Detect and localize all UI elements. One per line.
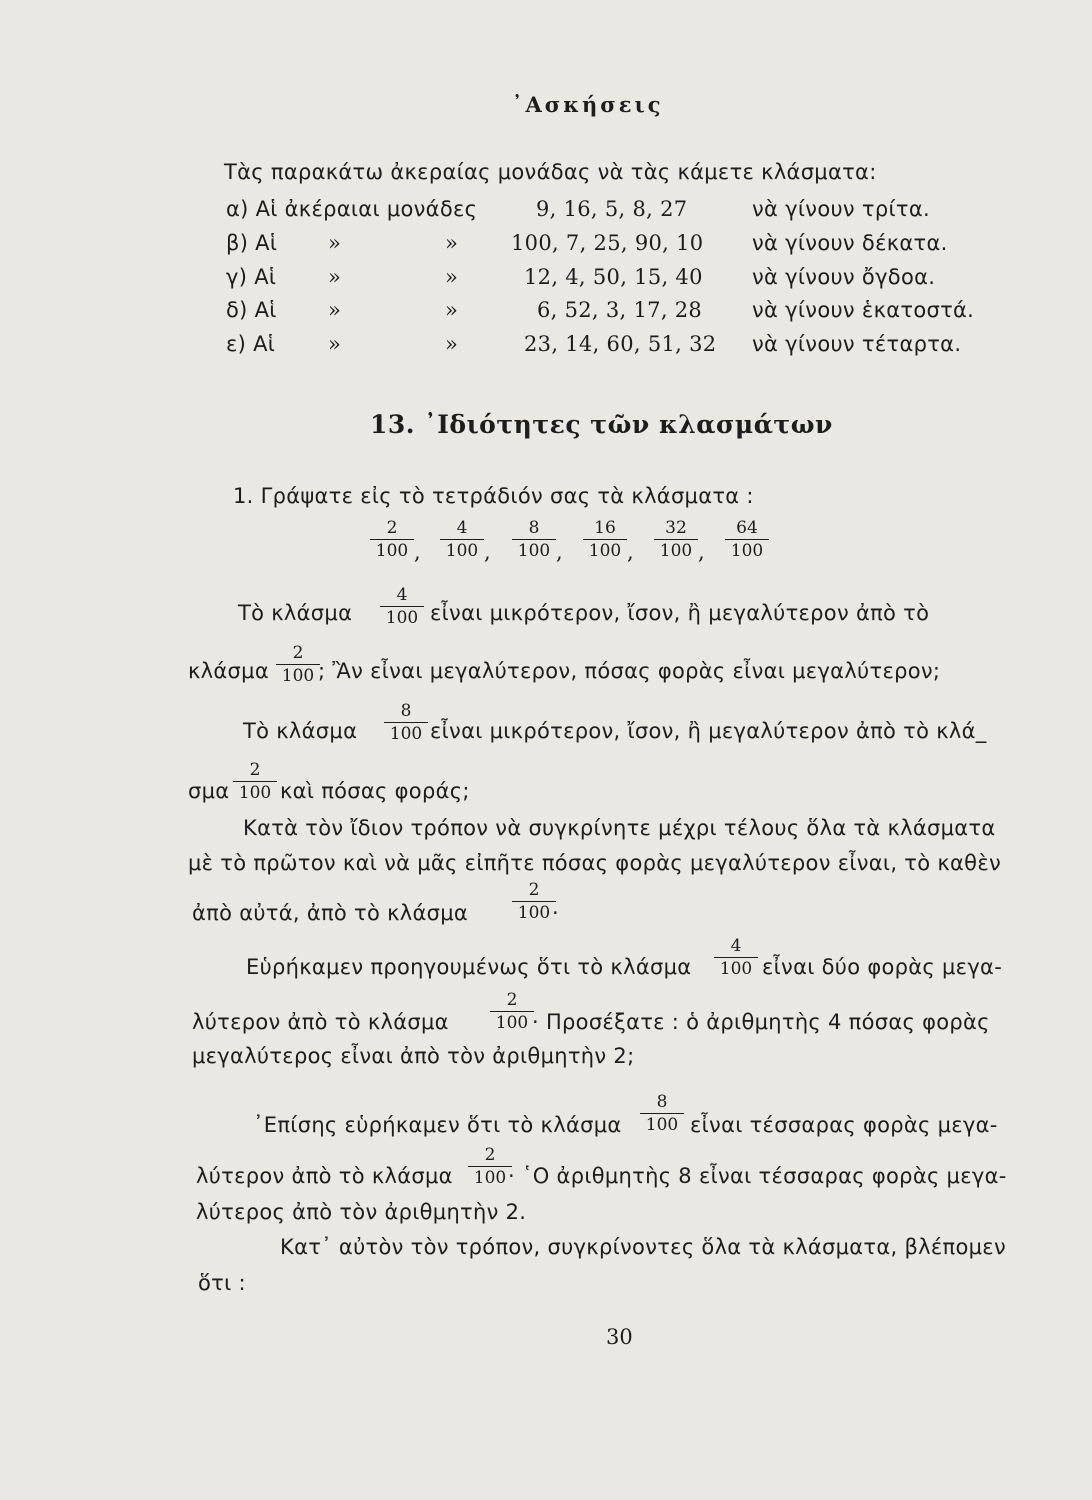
exercise-values: 100, 7, 25, 90, 10	[511, 231, 704, 255]
paragraph-text: ·	[552, 901, 559, 925]
fraction: 64 100	[725, 518, 769, 561]
page-number: 30	[606, 1325, 633, 1349]
fraction: 4 100	[714, 936, 758, 979]
paragraph-text: Εὑρήκαμεν προηγουμένως ὅτι τὸ κλάσμα	[246, 955, 692, 979]
ditto-mark: »	[328, 298, 342, 322]
paragraph-text: ὅτι :	[198, 1271, 246, 1295]
separator: ,	[627, 540, 634, 564]
exercise-label: δ) Αἱ	[226, 298, 277, 322]
fraction: 2 100	[233, 760, 277, 803]
exercise-result: νὰ γίνουν ἑκατοστά.	[752, 298, 975, 322]
paragraph-text: εἶναι μικρότερον, ἴσον, ἢ μεγαλύτερον ἀπὸ τὸ	[430, 601, 930, 625]
exercise-values: 6, 52, 3, 17, 28	[537, 298, 703, 322]
fraction: 4 100	[380, 585, 424, 628]
paragraph-text: Κατ᾿ αὐτὸν τὸν τρόπον, συγκρίνοντες ὅλα τὰ κλάσματα, βλέπομεν	[280, 1235, 1006, 1259]
paragraph-text: εἶναι τέσσαρας φορὰς μεγα-	[690, 1113, 998, 1137]
exercise-instruction: 1. Γράψατε εἰς τὸ τετράδιόν σας τὰ κλάσματα :	[233, 484, 754, 508]
fraction: 2 100	[490, 990, 534, 1033]
paragraph-text: μεγαλύτερος εἶναι ἀπὸ τὸν ἀριθμητὴν 2;	[192, 1044, 635, 1068]
fraction: 32 100	[654, 518, 698, 561]
paragraph-text: καὶ πόσας φοράς;	[280, 779, 470, 803]
paragraph-text: λύτερον ἀπὸ τὸ κλάσμα	[192, 1010, 449, 1034]
ditto-mark: »	[328, 265, 342, 289]
ditto-mark: »	[445, 231, 459, 255]
exercise-label: β) Αἱ	[226, 231, 278, 255]
ditto-mark: »	[445, 265, 459, 289]
separator: ,	[484, 540, 491, 564]
paragraph-text: ᾿Επίσης εὑρήκαμεν ὅτι τὸ κλάσμα	[253, 1113, 622, 1137]
fraction: 2 100	[468, 1145, 512, 1188]
paragraph-text: λύτερος ἀπὸ τὸν ἀριθμητὴν 2.	[196, 1200, 527, 1224]
ditto-mark: »	[445, 298, 459, 322]
paragraph-text: κλάσμα	[188, 659, 269, 683]
exercise-label: ε) Αἱ	[226, 332, 276, 356]
exercise-result: νὰ γίνουν τέταρτα.	[752, 332, 962, 356]
exercise-values: 12, 4, 50, 15, 40	[524, 265, 703, 289]
fraction: 8 100	[384, 701, 428, 744]
paragraph-text: Κατὰ τὸν ἴδιον τρόπον νὰ συγκρίνητε μέχρι τέλους ὅλα τὰ κλάσματα	[243, 816, 996, 840]
paragraph-text: εἶναι δύο φορὰς μεγα-	[762, 955, 1003, 979]
separator: ,	[698, 540, 705, 564]
fraction: 16 100	[583, 518, 627, 561]
paragraph-text: ἀπὸ αὐτά, ἀπὸ τὸ κλάσμα	[192, 901, 469, 925]
paragraph-text: λύτερον ἀπὸ τὸ κλάσμα	[196, 1164, 453, 1188]
ditto-mark: »	[328, 332, 342, 356]
fraction: 8 100	[640, 1092, 684, 1135]
fraction: 4 100	[440, 518, 484, 561]
paragraph-text: μὲ τὸ πρῶτον καὶ νὰ μᾶς εἰπῆτε πόσας φορὰς μεγαλύτερον εἶναι, τὸ καθὲν	[188, 851, 1002, 875]
ditto-mark: »	[328, 231, 342, 255]
fraction: 2 100	[512, 880, 556, 923]
exercise-result: νὰ γίνουν δέκατα.	[752, 231, 948, 255]
fraction: 2 100	[370, 518, 414, 561]
paragraph-text: Τὸ κλάσμα	[238, 601, 353, 625]
separator: ,	[556, 540, 563, 564]
fraction: 8 100	[512, 518, 556, 561]
exercises-intro: Τὰς παρακάτω ἀκεραίας μονάδας νὰ τὰς κάμετε κλάσματα:	[224, 160, 877, 184]
paragraph-text: Τὸ κλάσμα	[243, 719, 358, 743]
separator: ,	[414, 540, 421, 564]
paragraph-text: σμα	[188, 779, 230, 803]
paragraph-text: ; Ἂν εἶναι μεγαλύτερον, πόσας φορὰς εἶναι μεγαλύτερον;	[318, 659, 941, 683]
exercise-values: 9, 16, 5, 8, 27	[536, 197, 688, 221]
exercise-values: 23, 14, 60, 51, 32	[524, 332, 717, 356]
exercise-label: γ) Αἱ	[226, 265, 277, 289]
paragraph-text: εἶναι μικρότερον, ἴσον, ἢ μεγαλύτερον ἀπὸ τὸ κλά_	[430, 719, 987, 743]
section-title: 13. ᾿Ιδιότητες τῶν κλασμάτων	[370, 410, 833, 439]
exercises-title: ᾿Ασκήσεις	[512, 92, 664, 117]
ditto-mark: »	[445, 332, 459, 356]
exercise-label: α) Αἱ ἀκέραιαι μονάδες	[226, 197, 478, 221]
paragraph-text: · ῾Ο ἀριθμητὴς 8 εἶναι τέσσαρας φορὰς μεγα-	[508, 1164, 1007, 1188]
exercise-result: νὰ γίνουν ὄγδοα.	[752, 265, 936, 289]
paragraph-text: · Προσέξατε : ὁ ἀριθμητὴς 4 πόσας φορὰς	[532, 1010, 990, 1034]
fraction: 2 100	[276, 643, 320, 686]
exercise-result: νὰ γίνουν τρίτα.	[752, 197, 930, 221]
